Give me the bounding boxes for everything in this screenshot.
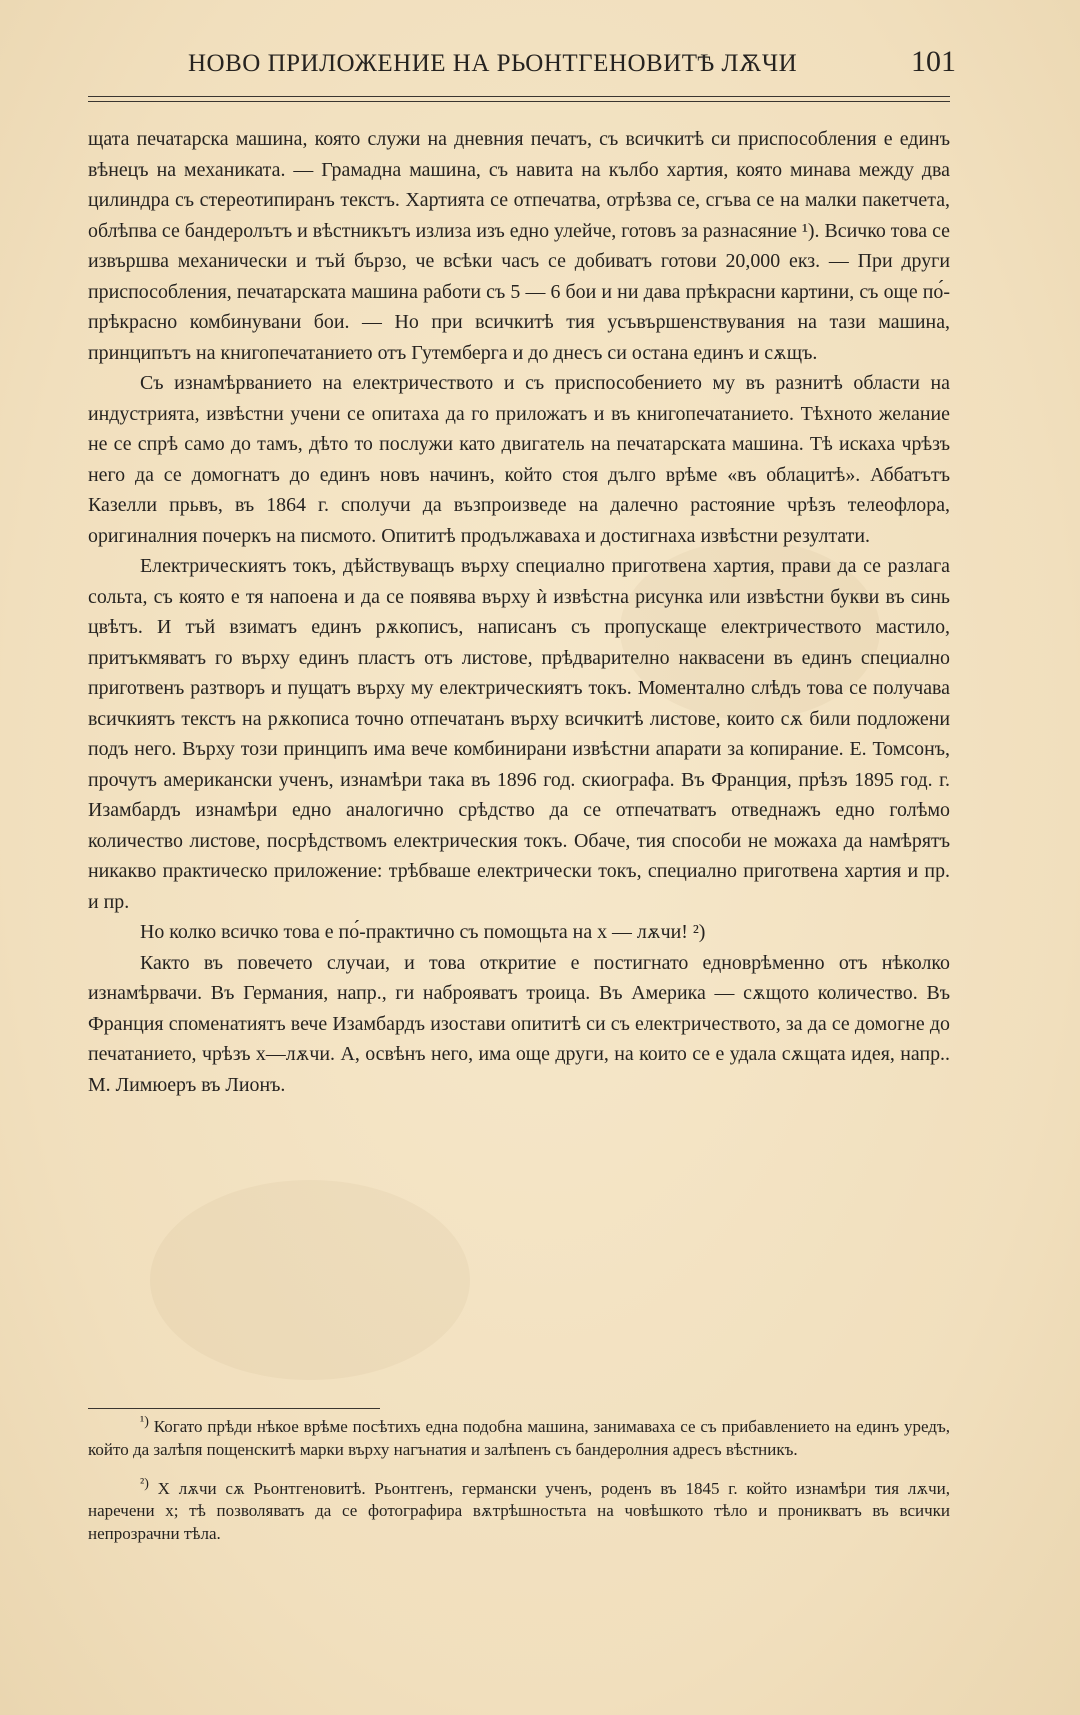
footnote-marker: ²) — [140, 1475, 149, 1491]
paragraph: Но колко всичко това е по́-практично съ помощьта на x — лѫчи! ²) — [140, 921, 706, 943]
header-rule-thin — [88, 101, 950, 102]
footnote-text: X лѫчи сѫ Рьонтгеновитѣ. Рьонтгенъ, германски ученъ, роденъ въ 1845 г. който изнамѣри тия лѫчи, наречени x; тѣ позволяватъ да се фотографира вѫтрѣшностьта на човѣшкото тѣло и проникватъ въ всички непрозрачни тѣла. — [88, 1478, 951, 1544]
paragraph: щата печатарска машина, която служи на дневния печатъ, съ всичкитѣ си приспособления е единъ вѣнецъ на механиката. — Грамадна машина, съ навита на кълбо хартия, която минава между два цилиндра съ стереотипиранъ текстъ. Хартията се отпечатва, отрѣзва се, сгъва се на малки пакетчета, облѣпва се бандеролътъ и вѣстникътъ излиза изъ едно улейче, готовъ за разнасяние ¹). Всичко това се извършва механически и тъй бързо, че всѣки часъ се добиватъ готови 20,000 екз. — При други приспособления, печатарската машина работи съ 5 — 6 бои и ни дава прѣкрасни картини, съ още по́-прѣкрасно комбинувани бои. — Но при всичкитѣ тия усъвършенствувания на тази машина, принципътъ на книгопечатанието отъ Гутемберга и до днесъ си остана единъ и сѫщъ. — [88, 128, 950, 364]
page-header — [88, 44, 958, 84]
body-text — [88, 124, 950, 1100]
footnote — [88, 1475, 951, 1546]
paper-stain — [150, 1180, 470, 1380]
footnote — [88, 1416, 950, 1462]
footnotes — [88, 1416, 950, 1546]
paragraph: Съ изнамѣрванието на електричеството и съ приспособението му въ разнитѣ области на индустрията, извѣстни учени се опитаха да го приложатъ и въ книгопечатанието. Тѣхното желание не се спрѣ само до тамъ, дѣто то послужи като двигатель на печатарската машина. Тѣ искаха чрѣзъ него да се домогнатъ до единъ новъ начинъ, който стоя дълго врѣме «въ облацитѣ». Аббатътъ Казелли прьвъ, въ 1864 г. сполучи да възпроизведе на далечно растояние чрѣзъ телеофлора, оригиналния почеркъ на писмото. Опититѣ продължаваха и достигнаха извѣстни резултати. — [88, 372, 950, 547]
footnote-text: Когато прѣди нѣкое врѣме посѣтихъ една подобна машина, занимаваха се съ прибавлението на единъ уредъ, който да залѣпя пощенскитѣ марки върху нагънатия и залѣпенъ съ бандеролния адресъ вѣстникъ. — [88, 1417, 950, 1459]
footnote-separator — [88, 1408, 380, 1409]
paragraph: Електрическиятъ токъ, дѣйствуващъ върху специално приготвена хартия, прави да се разлага сольта, съ която е тя напоена и да се появява върху ѝ извѣстна рисунка или извѣстни букви въ синь цвѣтъ. И тъй взиматъ единъ рѫкописъ, написанъ съ пропускаще електричеството мастило, притъкмяватъ го върху единъ пластъ отъ листове, прѣдварително накваcени въ единъ специално приготвенъ разтворъ и пущатъ върху му електрическиятъ токъ. Моментално слѣдъ това се получава всичкиятъ текстъ на рѫкописа точно отпечатанъ върху всичкитѣ листове, които сѫ били подложени подъ него. Върху този принципъ има вече комбинирани извѣстни апарати за копирание. Е. Томсонъ, прочутъ американски ученъ, изнамѣри така въ 1896 год. скиографа. Въ Франция, прѣзъ 1895 год. г. Изамбардъ изнамѣри едно аналогично срѣдство да се отпечатватъ отведнажъ едно голѣмо количество листове, посрѣдствомъ електрическия токъ. Обаче, тия способи не можаха да намѣрятъ никакво практическо приложение: трѣбваше електрически токъ, специално приготвена хартия и пр. и пр. — [88, 555, 950, 913]
paragraph: Както въ повечето случаи, и това откритие е постигнато едноврѣменно отъ нѣколко изнамѣрвачи. Въ Германия, напр., ги наброяватъ троица. Въ Америка — сѫщото количество. Въ Франция споменатиятъ вече Изамбардъ изостави опититѣ си съ електричеството, за да се домогне до печатанието, чрѣзъ x—лѫчи. А, освѣнъ него, има още други, на които се е удала сѫщата идея, напр.. М. Лимюеръ въ Лионъ. — [88, 951, 950, 1096]
page-number: 101 — [911, 45, 956, 78]
header-rule — [88, 96, 950, 97]
footnote-marker: ¹) — [140, 1414, 149, 1430]
running-title: НОВО ПРИЛОЖЕНИЕ НА РЬОНТГЕНОВИТѢ ЛѪЧИ — [188, 50, 798, 77]
